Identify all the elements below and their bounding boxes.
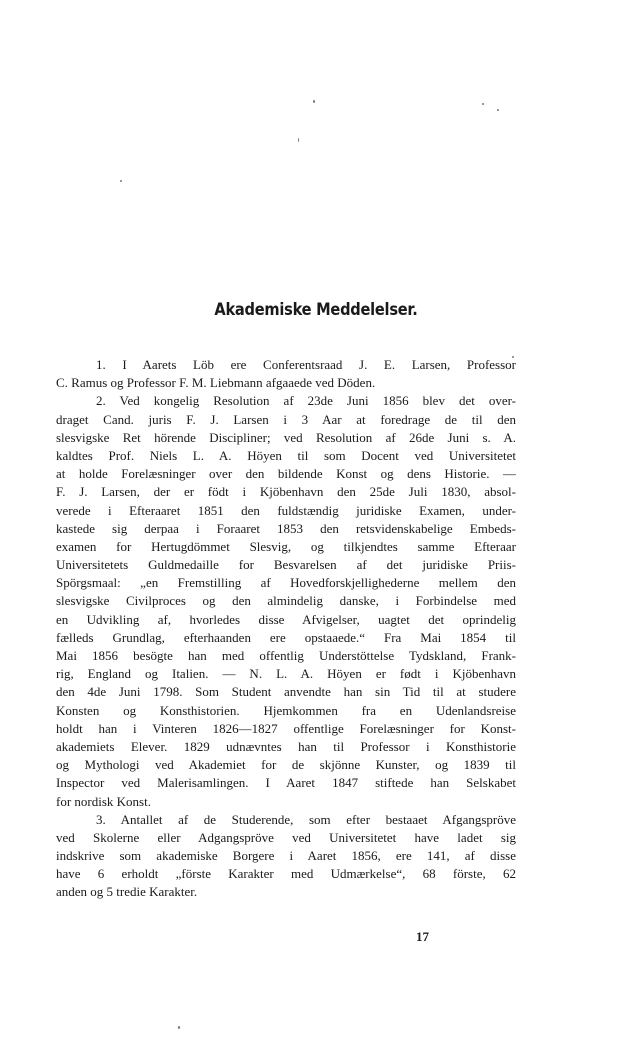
text-line: Inspector ved Malerisamlingen. I Aaret 1847 stiftede han Selskabet	[56, 775, 516, 791]
text-line: at holde Forelæsninger over den bildende Konst og dens Historie. —	[56, 466, 516, 482]
text-line: Universitetets Guldmedaille for Besvarelsen af det juridiske Priis-	[56, 557, 516, 573]
text-line: anden og 5 tredie Karakter.	[56, 884, 198, 900]
text-line: F. J. Larsen, der er födt i Kjöbenhavn den 25de Juli 1830, absol-	[56, 484, 516, 500]
text-line: Konsten og Konsthistorien. Hjemkommen fra en Udenlandsreise	[56, 702, 516, 718]
text-line: 1. I Aarets Löb ere Conferentsraad J. E. Larsen, Professor	[96, 357, 516, 372]
text-line: en Udvikling af, hvorledes disse Afvigelser, uagtet det oprindelig	[56, 611, 516, 627]
text-line: holdt han i Vinteren 1826—1827 offentlige Forelæsninger for Konst-	[56, 720, 516, 736]
text-line: slesvigske Civilproces og den almindelig danske, i Forbindelse med	[56, 593, 516, 609]
text-line: for nordisk Konst.	[56, 793, 151, 809]
text-line: Spörgsmaal: „en Fremstilling af Hovedforskjellighederne mellem den	[56, 575, 516, 591]
text-line: den 4de Juni 1798. Som Student anvendte han sin Tid til at studere	[56, 684, 516, 700]
text-line: draget Cand. juris F. J. Larsen i 3 Aar at foredrage de til den	[56, 411, 516, 427]
text-line: kaldtes Prof. Niels L. A. Höyen til som Docent ved Universitetet	[56, 447, 516, 463]
print-speck	[497, 109, 499, 111]
text-line: verede i Efteraaret 1851 den fuldstændig juridiske Examen, under-	[56, 502, 516, 518]
text-line: rig, England og Italien. — N. L. A. Höyen er født i Kjöbenhavn	[56, 666, 516, 682]
text-line: akademiets Elever. 1829 udnævntes han til Professor i Konsthistorie	[56, 738, 516, 754]
print-speck	[120, 180, 122, 182]
text-line: Mai 1856 besögte han med offentlig Understöttelse Tydskland, Frank-	[56, 648, 516, 663]
page-heading: Akademiske Meddelelser.	[214, 300, 418, 320]
text-line: have 6 erholdt „förste Karakter med Udmærkelse“, 68 förste, 62	[56, 866, 516, 882]
print-speck	[178, 1026, 180, 1029]
text-line: 3. Antallet af de Studerende, som efter bestaaet Afgangspröve	[96, 811, 516, 827]
print-speck	[482, 103, 484, 105]
text-line: examen for Hertugdömmet Slesvig, og tilkjendtes samme Efteraar	[56, 538, 516, 554]
print-speck	[313, 100, 315, 103]
text-line: fælleds Grundlag, efterhaanden ere opstaaede.“ Fra Mai 1854 til	[56, 629, 516, 645]
text-line: og Mythologi ved Akademiet for de skjönne Kunster, og 1839 til	[56, 757, 516, 773]
text-line: C. Ramus og Professor F. M. Liebmann afgaaede ved Döden.	[56, 375, 376, 391]
text-line: kastede sig derpaa i Foraaret 1853 den retsvidenskabelige Embeds-	[56, 520, 516, 536]
text-line: ved Skolerne eller Adgangspröve ved Universitetet have ladet sig	[56, 829, 516, 845]
print-speck	[298, 138, 299, 142]
page-number: 17	[416, 929, 429, 944]
text-line: slesvigske Ret hörende Discipliner; ved Resolution af 26de Juni s. A.	[56, 429, 516, 445]
body-text	[56, 356, 516, 902]
text-line: 2. Ved kongelig Resolution af 23de Juni 1856 blev det over-	[96, 393, 516, 409]
text-line: indskrive som akademiske Borgere i Aaret 1856, ere 141, af disse	[56, 848, 516, 864]
